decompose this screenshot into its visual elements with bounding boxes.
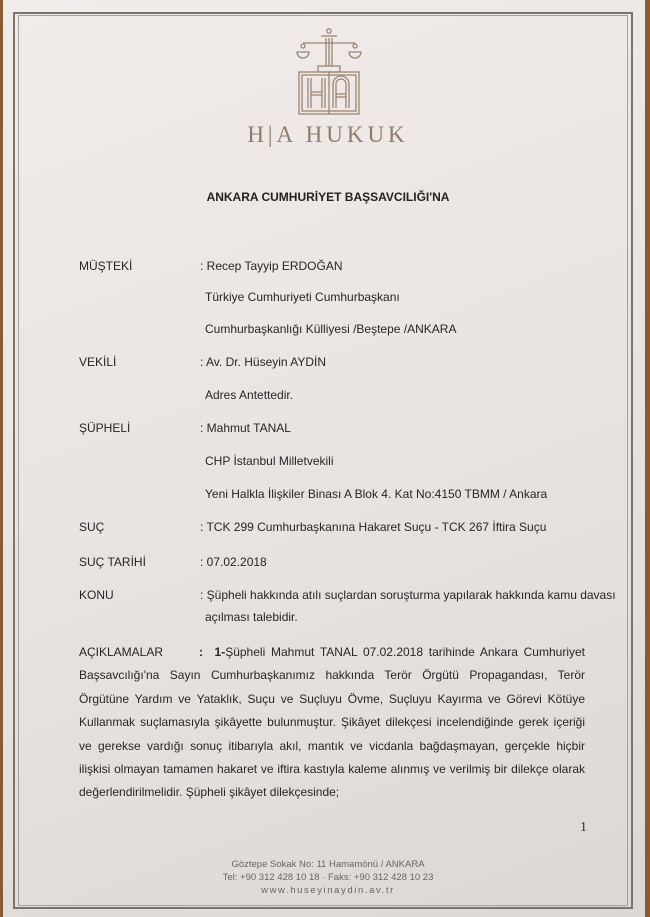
field-value-vekili-address: Adres Antettedir. (205, 388, 294, 402)
aciklamalar-paragraph (79, 641, 585, 805)
field-value-musteki-title: Türkiye Cumhuriyeti Cumhurbaşkanı (205, 290, 400, 304)
letterhead-footer (183, 858, 473, 897)
footer-website: www.huseyinaydin.av.tr (261, 885, 395, 896)
aciklamalar-separator: : (199, 645, 204, 659)
field-label-supheli: ŞÜPHELİ (79, 421, 131, 435)
addressee-heading: ANKARA CUMHURİYET BAŞSAVCILIĞI'NA (206, 190, 450, 204)
field-label-vekili: VEKİLİ (79, 355, 117, 369)
field-value-musteki-address: Cumhurbaşkanlığı Külliyesi /Beştepe /ANKARA (205, 322, 457, 336)
field-value-supheli-address: Yeni Halkla İlişkiler Binası A Blok 4. Kat No:4150 TBMM / Ankara (205, 487, 548, 501)
field-value-vekili-name: : Av. Dr. Hüseyin AYDİN (200, 355, 327, 369)
aciklamalar-item-number: 1- (214, 645, 226, 659)
field-value-suc: : TCK 299 Cumhurbaşkanına Hakaret Suçu - TCK 267 İftira Suçu (200, 520, 547, 534)
field-value-suc-tarihi: : 07.02.2018 (200, 555, 267, 569)
field-value-konu-line1: : Şüpheli hakkında atılı suçlardan soruşturma yapılarak hakkında kamu davası (200, 588, 616, 602)
field-label-suc-tarihi: SUÇ TARİHİ (79, 555, 146, 569)
scales-of-justice-ha-monogram-icon (291, 26, 371, 118)
aciklamalar-label: AÇIKLAMALAR (79, 645, 164, 659)
field-value-musteki-name: : Recep Tayyip ERDOĞAN (200, 259, 343, 273)
field-label-suc: SUÇ (79, 520, 105, 534)
field-label-musteki: MÜŞTEKİ (79, 259, 133, 273)
footer-phone-fax: Tel: +90 312 428 10 18 · Faks: +90 312 428 10 23 (222, 872, 434, 883)
footer-address: Göztepe Sokak No: 11 Hamamönü / ANKARA (231, 859, 425, 870)
page-number: 1 (580, 820, 587, 835)
document-page (3, 0, 645, 917)
field-value-supheli-title: CHP İstanbul Milletvekili (205, 454, 334, 468)
field-value-konu-line2: açılması talebidir. (205, 610, 298, 624)
field-label-konu: KONU (79, 588, 114, 602)
field-value-supheli-name: : Mahmut TANAL (200, 421, 291, 435)
aciklamalar-text: Şüpheli Mahmut TANAL 07.02.2018 tarihinde Ankara Cumhuriyet Başsavcılığı'na Sayın Cumhurbaşkanımız hakkında Terör Örgütü Propagandası, Terör Örgütüne Yardım ve Yataklık, Suçu ve Suçluyu Övme, Suçluyu Kayırma ve Görevi Kötüye Kullanmak suçlamasıyla şikâyette bulunmuştur. Şikâyet dilekçesi incelendiğinde gerek içeriği ve gerekse vardığı sonuç itibarıyla akıl, mantık ve vicdanla bağdaşmayan, gerçekle hiçbir ilişkisi olmayan tamamen hakaret ve iftira kastıyla kaleme alınmış ve verilmiş bir dilekçe olarak değerlendirilmelidir. Şüpheli şikâyet dilekçesinde; (79, 645, 585, 800)
firm-brand-name: H|A HUKUK (247, 122, 409, 147)
